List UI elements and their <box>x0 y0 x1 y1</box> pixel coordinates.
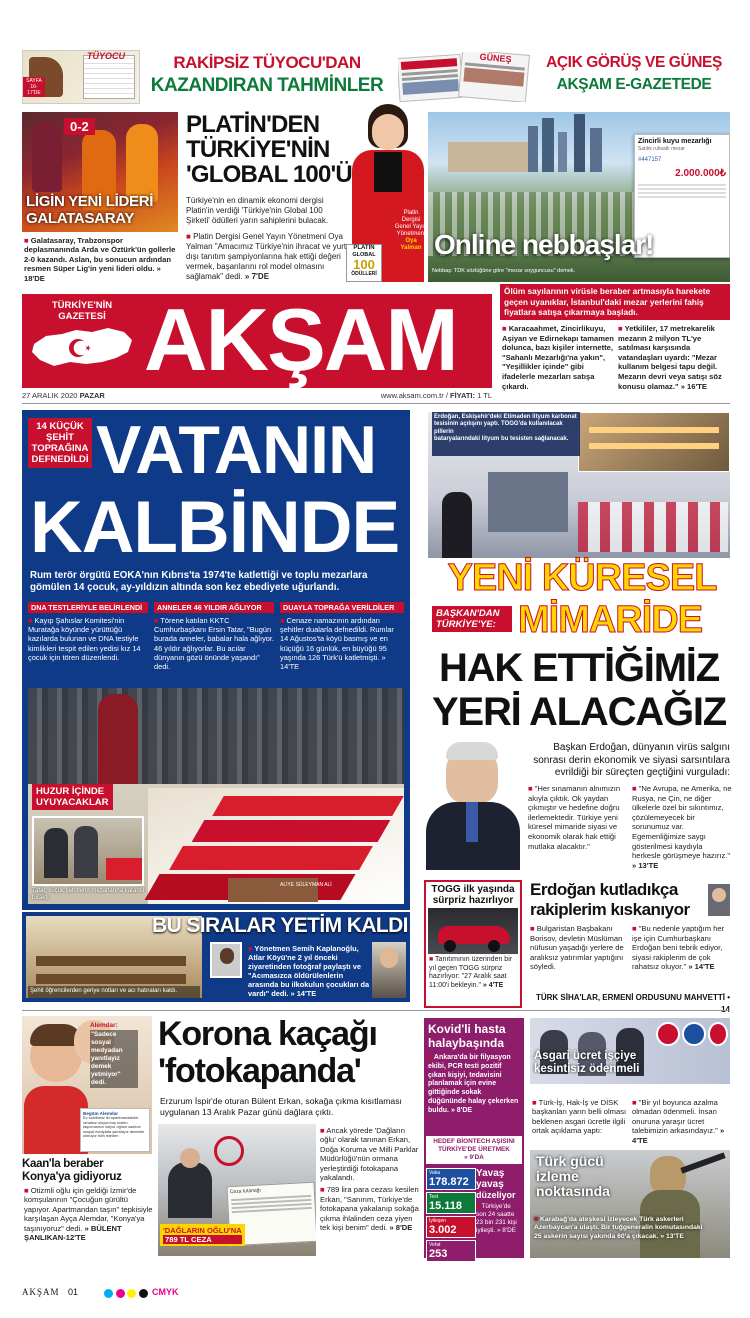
footer-paper: AKŞAM <box>22 1287 60 1297</box>
phone-title: Zincirli kuyu mezarlığı <box>638 138 712 145</box>
tagline-line1: TÜRKİYE'NİN <box>51 300 113 311</box>
online-col1-text: ■ Karacaahmet, Zincirlikuyu, Aşiyan ve Edirnekapı tamamen dolunca, bazı kişiler internette, "Sahanlı Mezarlığı'na yakın", "Yeşillikler içinde" gibi ifadelerle mezarları satışa çıkardı. <box>502 324 614 391</box>
yavas-line2: yavaş <box>476 1179 504 1190</box>
sport-body <box>24 236 178 283</box>
online-lead: Ölüm sayılarının virüsle beraber artmasıyla harekete geçen uyanıklar, İstanbul'daki mezar yerlerini fahiş fiyatlara satışa çıkarmaya başladı. <box>500 284 730 320</box>
online-col1 <box>502 324 614 391</box>
kaan-line2: Konya'ya gidiyoruz <box>22 1171 122 1183</box>
platin-title-line3: 'GLOBAL 100'Ü <box>186 161 352 188</box>
platin-global-logo <box>346 244 382 282</box>
tweet-text: Ev sahibimiz iki apartmandakiler rahatsız oluyormuş evden taşınmamızı istiyor oğlum sadece sosyal medyada yanıtlayız demekle olmuyor bilin isteden <box>83 1115 145 1138</box>
kovid-body-text: ■ Ankara'da bir filyasyon ekibi, PCR testi pozitif çıkan kişiyi, tedavisini planlamak için evine gittiğinde sokak düğününde halay çekerken buldu. <box>428 1054 518 1114</box>
yetim-ref: » 14'TE <box>290 989 317 998</box>
online-ref: » 16'TE <box>680 381 707 391</box>
tuyocu-line1: RAKİPSİZ TÜYOCU'DAN <box>173 53 361 72</box>
borisov-photo <box>708 884 730 916</box>
covid-stat-row <box>426 1168 476 1190</box>
kaan-headline <box>22 1158 154 1184</box>
korona-p1: ■ Ancak yörede 'Dağların oğlu' olarak tanınan Erkan, Doğa Koruma ve Milli Parklar Müdürlüğü'nün ormana yerleştirdiği fotokapana yakalandı. <box>320 1126 418 1182</box>
platin-intro: Türkiye'nin en dinamik ekonomi dergisi Platin'in verdiği 'Türkiye'nin Global 100 Şirketi' ödülleri yarın sahiplerini bulacak. <box>186 196 329 225</box>
erdogan-portrait <box>424 740 522 870</box>
yavas-block <box>476 1168 522 1235</box>
korona-p2: ■ 789 lira para cezası kesilen Erkan, "Sanırım, Türkiye'de fotokapana yakalanıp sokağa çıkma ihlalinden ceza yiyen tek kişi benim" dedi. <box>320 1185 419 1232</box>
turk-gucu-headline <box>536 1154 610 1199</box>
siha-strip: TÜRK SİHA'LAR, ERMENİ ORDUSUNU MAHVETTİ • <box>535 993 730 1002</box>
platin-ref: » 7'DE <box>244 272 270 281</box>
yavas-line3: düzeliyor <box>476 1190 516 1200</box>
biontech-box <box>426 1136 522 1164</box>
turk-gucu-photo <box>530 1150 730 1258</box>
kaan-ref: » BÜLENT ŞANLIKAN-12'TE <box>24 1223 122 1243</box>
turk-gucu-ref: » 13'TE <box>660 1232 684 1240</box>
price: 1 TL <box>477 391 492 400</box>
phone-price: 2.000.000₺ <box>675 168 726 179</box>
erdogan-headline2: MİMARİDE <box>518 599 703 641</box>
kiskanc-col1-text: ■ Bulgaristan Başbakanı Borisov, devletin Müslüman nüfusun yaşadığı yerlere de aralıksız yatırımlar yaptığını söyledi. <box>530 924 624 971</box>
sport-photo <box>22 112 178 232</box>
oya-caption-line2: Dergisi <box>401 217 421 223</box>
kaan-body <box>24 1186 154 1242</box>
kiskanc-col1 <box>530 924 626 972</box>
asgari-col1 <box>532 1098 628 1136</box>
turk-gucu-line3: noktasında <box>536 1183 610 1199</box>
yetim-headline: BU SIRALAR YETİM KALDI <box>152 914 408 937</box>
masthead-logo: AKŞAM <box>144 290 457 389</box>
asgari-col1-text: ■ Türk-İş, Hak-İş ve DİSK başkanları yarın belli olması beklenen asgari ücretle ilgili ortak açıklama yaptı: <box>532 1098 626 1135</box>
tuyocu-badge: TÜYOCU <box>87 51 125 61</box>
sport-headline <box>26 194 176 227</box>
color-dots <box>104 1287 148 1303</box>
togg-line2: sürpriz hazırlıyor <box>432 895 514 906</box>
erdogan-q2-text: ■ "Ne Avrupa, ne Amerika, ne Rusya, ne Çin, ne diğer ülkelerle özel bir sıkıntımız, çözülemeyecek bir sorunumuz var. Egemenliğimize saygı gösterilmesi kaydıyla herkesle görüşmeye hazırız." <box>632 784 732 860</box>
cyprus-col3 <box>280 602 404 671</box>
etimaden-photo <box>428 412 730 558</box>
kaplanoglu-photo <box>372 942 406 998</box>
cyprus-headline-line1: VATANIN <box>96 412 377 488</box>
tatar-caption: Tatar, küçük şehitlerin mezarlarına karanfil bıraktı. <box>32 888 145 901</box>
top-banner <box>22 50 730 104</box>
covid-stat-value: 178.872 <box>429 1176 469 1188</box>
sayfa-label: SAYFA <box>26 78 42 84</box>
kiskanc-line1: Erdoğan kutladıkça <box>530 880 678 899</box>
erdogan-kicker <box>432 606 512 632</box>
logo-num: 100 <box>353 257 375 272</box>
sport-headline-line1: LİGİN YENİ LİDERİ <box>26 193 154 210</box>
egazete-headline <box>538 52 730 96</box>
masthead-rule <box>22 403 730 404</box>
phone-sub: Satılık ruhsatlı mezar <box>638 146 685 152</box>
erdogan-headline4: YERİ ALACAĞIZ <box>431 690 727 734</box>
platin-title <box>186 112 356 187</box>
korona-caption-line1: 'DAĞLARIN OĞLU'NA <box>163 1226 242 1235</box>
etimaden-caption-line2: tesisinin açılışını yaptı. TOGG'da kullanılacak pillerin <box>434 421 563 435</box>
col3-head: DUAYLA TOPRAĞA VERİLDİLER <box>280 602 404 613</box>
col1-head: DNA TESTLERİYLE BELİRLENDİ <box>28 602 148 613</box>
covid-stat-label: Vefat <box>429 1242 441 1248</box>
korona-ref: » 8'DE <box>389 1223 413 1233</box>
cyprus-col2 <box>154 602 274 671</box>
kiskanc-headline <box>530 880 710 920</box>
erdogan-lead: Başkan Erdoğan, dünyanın virüs salgını sonrası derin ekonomik ve siyasi sarsıntılara evrildiği bir süreçten geçtiğini vurguladı: <box>533 742 730 779</box>
oya-caption-line1: Platin <box>403 210 419 216</box>
classroom-caption: Şehit öğrencilerden geriye notları ve acı hatıraları kaldı. <box>30 988 178 994</box>
cemetery-photo <box>428 112 730 282</box>
covid-stat-row <box>426 1240 476 1262</box>
kaan-body-text: ■ Otizmli oğlu için geldiği İzmir'de komşularının "Çocuğun gürültü yapıyor. Apartmandan taşın" tepkisiyle karşılaşan Ayça Alemdar, "Konya'ya taşınıyoruz" dedi. <box>24 1186 153 1233</box>
platin-body <box>186 232 348 282</box>
kovid-line1: Kovid'li hasta <box>428 1022 506 1036</box>
togg-headline <box>426 882 520 908</box>
etimaden-caption <box>434 414 580 444</box>
kiskanc-ref: » 14'TE <box>688 962 715 972</box>
alemdar-name: Alemdar: <box>90 1022 118 1029</box>
masthead-tagline <box>44 300 120 322</box>
kiskanc-line2: rakiplerim kıskanıyor <box>530 900 690 919</box>
date: 27 ARALIK 2020 <box>22 391 78 400</box>
togg-line1: TOGG ilk yaşında <box>431 884 515 895</box>
masthead-dateline: 27 ARALIK 2020 PAZAR www.aksam.com.tr / FİYATI: 1 TL <box>22 391 492 400</box>
score-badge: 0-2 <box>64 118 95 135</box>
coffin-label: ALİYE SÜLEYMAN ALİ <box>280 882 332 888</box>
erdogan-headline3: HAK ETTİĞİMİZ <box>439 646 719 690</box>
covid-stat-label: Test <box>429 1194 439 1200</box>
oya-caption-line3: Genel Yayın <box>394 224 428 230</box>
asgari-line2: kesintisiz ödenmeli <box>534 1063 640 1075</box>
yavas-line1: Yavaş <box>476 1168 505 1179</box>
covid-stat-row <box>426 1192 476 1214</box>
asgari-line1: Asgari ücret işçiye <box>534 1050 637 1062</box>
price-label: FİYATI: <box>450 391 476 400</box>
turk-gucu-body-text: ■ Karabağ'da ateşkesi izleyecek Türk askerleri Azerbaycan'a ulaştı. Bir tuğgeneralin komutasındaki 25 askerin sayısı yakında 60'a çıkacak. <box>534 1216 703 1240</box>
cyprus-ref: » 14'TE <box>280 652 386 672</box>
yavas-body: ■ Türkiye'de son 24 saatte 23 bin 231 kişi iyileşti. <box>476 1203 517 1234</box>
kovid-body <box>424 1054 524 1116</box>
kovid-ref: » 8'DE <box>450 1106 473 1114</box>
korona-line1: Korona kaçağı <box>158 1015 377 1053</box>
huzur-badge <box>32 784 113 810</box>
biontech-line1: HEDEF BİONTECH AŞISINI <box>433 1138 515 1145</box>
alemdar-quote-text: "Sadece sosyal medyadan yanıtlayız demek yetmiyor" dedi. <box>90 1030 138 1088</box>
biontech-line2: TÜRKİYE'DE ÜRETMEK <box>438 1146 510 1153</box>
cyprus-col1 <box>28 602 148 662</box>
tagline-line2: GAZETESİ <box>58 311 106 322</box>
tag-line2: ŞEHİT <box>46 432 74 443</box>
turk-gucu-line2: izleme <box>536 1168 579 1184</box>
korona-lead: Erzurum İspir'de oturan Bülent Erkan, sokağa çıkma kısıtlaması uygulanan 13 Aralık Pazar günü dağlara çıktı. <box>160 1096 402 1117</box>
covid-stats <box>426 1168 476 1264</box>
kovid-headline <box>424 1018 524 1054</box>
sport-body-text: ■ Galatasaray, Trabzonspor deplasmanında Arda ve Öztürk'ün gollerle 2-0 kazandı. Aslan, bu sonucun ardından resmen Süper Lig'in yeni lideri oldu. <box>24 236 175 273</box>
oya-caption-line4: Yönetmeni <box>396 231 426 237</box>
section-rule <box>22 1010 730 1011</box>
masthead <box>22 290 492 389</box>
huzur-line1: HUZUR İÇİNDE <box>36 786 105 797</box>
kovid-line2: halaybaşında <box>428 1036 505 1050</box>
egazete-thumb <box>398 52 530 102</box>
online-headline: Online nebbaşlar! <box>434 229 654 260</box>
kovid-panel <box>424 1018 524 1258</box>
togg-ref: » 4'TE <box>482 981 504 989</box>
yavas-ref: » 8'DE <box>496 1227 516 1234</box>
col1-text: ■ Kayıp Şahıslar Komitesi'nin Muratağa köyünde yürüttüğü kazılarda bulunan ve DNA testiyle kimlikleri tespit edilen yedisi kız 14 çocuk için tören düzenlendi. <box>28 616 141 662</box>
sport-ref: » 18'DE <box>24 264 161 283</box>
tag-line3: TOPRAĞINA <box>31 443 89 454</box>
oya-caption-surname: Yalman <box>400 245 422 251</box>
korona-col <box>320 1126 420 1232</box>
huzur-line2: UYUYACAKLAR <box>36 797 109 808</box>
kiskanc-col2 <box>632 924 732 972</box>
togg-body: ■ Tanıtımının üzerinden bir yıl geçen TOGG sürpriz hazırlıyor: "27 Aralık saat 11:00'i bekleyin." <box>429 956 512 989</box>
tag-line4: DEFNEDİLDİ <box>31 454 89 465</box>
funeral-photo <box>28 688 404 904</box>
doc-text: Ceza tutanağı <box>229 1187 262 1196</box>
kaan-line1: Kaan'la beraber <box>22 1158 104 1170</box>
korona-line2: 'fotokapanda' <box>158 1052 361 1090</box>
kicker-line1: BAŞKAN'DAN <box>436 608 500 619</box>
asgari-ref: » 4'TE <box>632 1126 725 1145</box>
tuyocu-headline <box>142 52 392 98</box>
yetim-body-text: ■ Yönetmen Semih Kaplanoğlu, Atlar Köyü'ne 2 yıl önceki ziyaretinden fotoğraf paylaştı ve "Acımasızca öldürülenlerin arasında bu ilkokulun çocukları da vardı" dedi. <box>248 944 369 998</box>
col2-text: ■ Törene katılan KKTC Cumhurbaşkanı Ersin Tatar, "Bugün burada anneler, babalar hala ağlıyor. 46 yıldır ağlıyorlar. Bu acılar dünyanın gözü önünde yaşandı" dedi. <box>154 616 274 671</box>
oya-caption-name: Oya <box>405 238 417 244</box>
logo-mid: GLOBAL <box>352 252 376 258</box>
turk-gucu-line1: Türk gücü <box>536 1153 604 1169</box>
student-photo <box>210 942 242 978</box>
cemetery-caption: Nebbaş: TDK sözlüğüne göre "mezar soyguncusu" demek. <box>432 268 576 274</box>
fotokapan-photo <box>158 1124 316 1256</box>
kiskanc-col2-text: ■ "Bu nedenle yaptığım her işe için Cumhurbaşkanı Erdoğan beni tebrik ediyor, siyasi rakiplerim de çok rahatsız oluyor." <box>632 924 724 971</box>
covid-stat-value: 15.118 <box>429 1200 463 1212</box>
tweet-user: Begüm Alemdar <box>83 1111 119 1116</box>
covid-stat-label: İyileşen <box>429 1218 446 1224</box>
logo-top: PLATIN <box>353 245 375 251</box>
etimaden-caption-line3: bataryalarındaki lityum bu tesisten sağlanacak. <box>434 436 569 443</box>
tuyocu-line2: KAZANDIRAN TAHMİNLER <box>150 75 384 96</box>
asgari-photo <box>530 1018 730 1084</box>
korona-headline <box>158 1016 420 1090</box>
covid-stat-label: Vaka <box>429 1170 441 1176</box>
yetim-panel <box>22 912 410 1002</box>
covid-stat-value: 253 <box>429 1248 448 1260</box>
cyprus-lead: Rum terör örgütü EOKA'nın Kıbrıs'ta 1974'te katlettiği ve toplu mezarlara gömülen 14 çocuk, ay-yıldızın altında son kez ebediyete uğurlandı. <box>30 570 368 593</box>
day: PAZAR <box>79 391 105 400</box>
biontech-ref: » 9'DA <box>464 1154 484 1161</box>
cmyk-label: CMYK <box>152 1287 179 1297</box>
cyprus-headline-line2: KALBİNDE <box>30 487 400 568</box>
logo-bot: ÖDÜLLERİ <box>351 271 377 277</box>
egazete-line1: AÇIK GÖRÜŞ VE GÜNEŞ <box>546 54 722 71</box>
lithium-plant-inset <box>578 412 730 472</box>
online-col2 <box>618 324 732 391</box>
yetim-body <box>248 944 370 998</box>
phone-id: #447157 <box>638 157 662 163</box>
oya-yalman-photo <box>346 102 430 282</box>
tuyocu-thumb <box>22 50 140 104</box>
asgari-col2-text: ■ "Bir yıl boyunca azalma olmadan ödenmeli. İnsan onuruna yaraşır ücret talebimizin arkasındayız." <box>632 1098 718 1135</box>
gunes-label: GÜNEŞ <box>479 52 512 65</box>
sport-headline-line2: GALATASARAY <box>26 210 135 227</box>
asgari-col2 <box>632 1098 732 1145</box>
tatar-inset-photo <box>32 816 144 886</box>
covid-stat-row <box>426 1216 476 1238</box>
alemdar-quote <box>90 1022 138 1088</box>
website-link[interactable]: www.aksam.com.tr <box>380 391 444 400</box>
sayfa-range: 16-17'DE <box>27 84 41 96</box>
col2-head: ANNELER 46 YILDIR AĞLIYOR <box>154 602 274 613</box>
egazete-line2: AKŞAM E-GAZETEDE <box>556 76 712 93</box>
covid-stat-value: 3.002 <box>429 1224 457 1236</box>
platin-title-line2: TÜRKİYE'NİN <box>186 136 330 163</box>
tag-line1: 14 KÜÇÜK <box>36 421 84 432</box>
cyprus-panel <box>22 410 410 910</box>
kicker-line2: TÜRKİYE'YE: <box>436 619 496 630</box>
korona-caption-line2: 789 TL CEZA <box>163 1235 242 1244</box>
togg-car-photo <box>428 908 518 954</box>
cyprus-tag <box>28 418 92 468</box>
korona-photo-caption <box>160 1224 245 1246</box>
tweet-card <box>80 1108 150 1152</box>
erdogan-q1-text: ■ "Her sınamanın alnımızın akıyla çıktık. Ok yaydan çıkmıştır ve hedefine doğru ilerlemektedir. Türkiye yeni küresel mimaride siyasi ve ekonomik olarak hak ettiği mutlaka alacaktır." <box>528 784 620 851</box>
togg-box <box>424 880 522 1008</box>
turkey-map-icon <box>28 322 136 374</box>
platin-title-line1: PLATİN'DEN <box>186 111 320 138</box>
footer <box>22 1284 730 1300</box>
erdogan-ref: » 13'TE <box>632 860 659 870</box>
turk-gucu-body <box>534 1216 710 1241</box>
erdogan-q2 <box>632 784 732 870</box>
etimaden-caption-line1: Erdoğan, Eskişehir'deki Etimaden lityum karbonat <box>434 414 577 420</box>
online-col2-text: ■ Yetkililer, 17 metrekarelik mezarın 2 milyon TL'ye satılması karşısında vatandaşları uyardı: "Mezar kullanım belgesi tapu değil. Mezarın devri veya satışı söz konusu olamaz." <box>618 324 722 391</box>
platin-body-text: ■ Platin Dergisi Genel Yayın Yönetmeni Oya Yalman "Amacımız Türkiye'nin ihracat ve yurt dışı tanıtım şampiyonlarına hak ettiği değeri vermek, başarılarını rol model olmasını sağlamak" dedi. <box>186 232 346 281</box>
erdogan-q1 <box>528 784 628 851</box>
erdogan-headline1: YENİ KÜRESEL <box>447 557 717 599</box>
asgari-headline <box>534 1050 639 1076</box>
footer-page: 01 <box>68 1287 79 1297</box>
col3-text: ■ Cenaze namazının ardından şehitler dualarla defnedildi. Rumlar 14 Ağustos'ta köyü basmış ve en küçüğü 16 günlük, en büyüğü 95 yaşında 126 Türk'ü katletmişti. <box>280 616 394 662</box>
oya-caption <box>392 210 430 252</box>
